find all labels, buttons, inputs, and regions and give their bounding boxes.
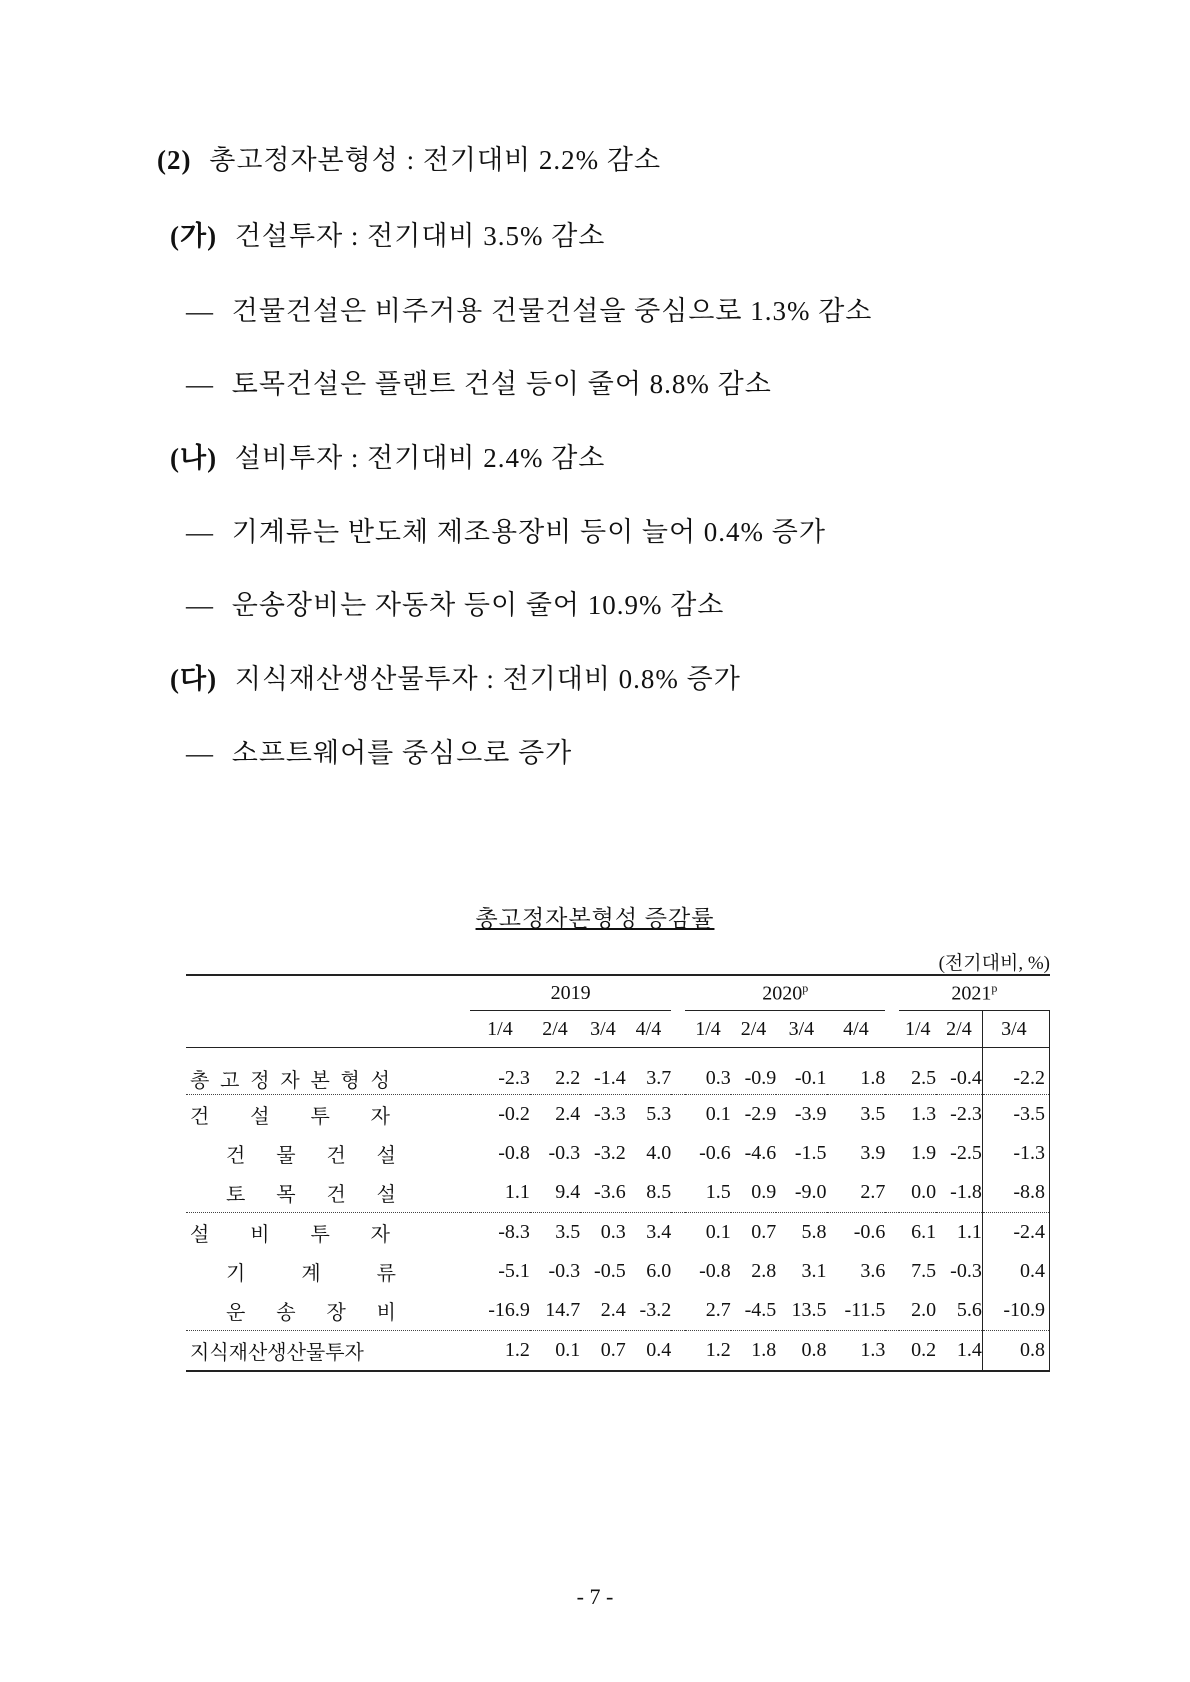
- bullet-civil: [186, 362, 772, 401]
- value-cell: 6.0: [646, 1260, 672, 1282]
- value-cell: -10.9: [982, 1291, 1049, 1331]
- bullet-text: 기계류는 반도체 제조용장비 등이 늘어 0.4% 증가: [231, 517, 826, 547]
- value-cell: 0.1: [705, 1103, 731, 1125]
- row-label-text: 기 계 류: [226, 1263, 396, 1285]
- value-cell: -5.1: [498, 1260, 530, 1282]
- table-row: [186, 1331, 1050, 1372]
- row-label: [186, 1095, 470, 1135]
- value-cell: 3.1: [801, 1260, 827, 1282]
- table-row: [186, 1095, 1050, 1135]
- row-label: [186, 1173, 470, 1213]
- value-cell: -8.3: [498, 1221, 530, 1243]
- dash-marker: —: [186, 738, 214, 768]
- value-cell: 3.7: [626, 1048, 672, 1095]
- value-cell: 2.8: [751, 1260, 777, 1282]
- bullet-text: 건물건설은 비주거용 건물건설을 중심으로 1.3% 감소: [231, 296, 873, 326]
- quarter-header: 4/4: [626, 1011, 672, 1048]
- value-cell: 1.4: [956, 1339, 982, 1361]
- header-empty: [186, 975, 470, 1011]
- quarter-header: 3/4: [580, 1011, 626, 1048]
- dash-marker: —: [186, 296, 214, 326]
- quarter-header: 2/4: [731, 1011, 777, 1048]
- dash-marker: —: [186, 517, 214, 547]
- value-cell: -2.3: [470, 1048, 530, 1095]
- quarter-header: 1/4: [899, 1011, 936, 1048]
- row-label-text: 운 송 장 비: [226, 1302, 396, 1324]
- value-cell: 0.9: [731, 1173, 777, 1213]
- quarter-header-highlight: 3/4: [982, 1011, 1049, 1048]
- quarter-header: 1/4: [470, 1011, 530, 1048]
- section-heading: [157, 138, 661, 177]
- value-cell: 0.0: [899, 1173, 936, 1213]
- value-cell: 13.5: [776, 1291, 826, 1331]
- value-cell: -1.3: [982, 1134, 1049, 1173]
- value-cell: 1.5: [685, 1173, 731, 1213]
- value-cell: 1.2: [705, 1339, 731, 1361]
- value-cell: 1.1: [470, 1173, 530, 1213]
- item-title: 건설투자: [234, 221, 344, 251]
- value-cell: 0.1: [555, 1339, 581, 1361]
- value-cell: -0.5: [594, 1260, 626, 1282]
- value-cell: 3.5: [860, 1103, 886, 1125]
- table-row: [186, 1291, 1050, 1331]
- dash-marker: —: [186, 369, 214, 399]
- bullet-software: [186, 731, 572, 770]
- value-cell: 1.3: [911, 1103, 937, 1125]
- row-label: [186, 1048, 470, 1095]
- row-label-text: 건 물 건 설: [226, 1145, 396, 1167]
- value-cell: -2.9: [744, 1103, 777, 1125]
- value-cell: 3.4: [646, 1221, 672, 1243]
- item-title: 설비투자: [234, 443, 344, 473]
- value-cell: 0.2: [911, 1339, 937, 1361]
- value-cell: -0.4: [936, 1048, 982, 1095]
- value-cell: -0.3: [950, 1260, 982, 1282]
- value-cell: 0.3: [600, 1221, 626, 1243]
- value-cell: -0.6: [699, 1142, 731, 1164]
- table-row: [186, 1213, 1050, 1253]
- bullet-text: 소프트웨어를 중심으로 증가: [231, 738, 573, 768]
- value-cell: -2.3: [950, 1103, 982, 1125]
- item-text: : 전기대비 3.5% 감소: [350, 221, 606, 251]
- value-cell: 2.4: [555, 1103, 581, 1125]
- table-row: [186, 1134, 1050, 1173]
- value-cell: -11.5: [827, 1291, 886, 1331]
- value-cell: -1.5: [794, 1142, 827, 1164]
- value-cell: 0.7: [751, 1221, 777, 1243]
- value-cell: -2.4: [982, 1213, 1049, 1253]
- item-facilities: [170, 436, 605, 475]
- value-cell: -3.2: [626, 1291, 672, 1331]
- value-cell: -2.2: [982, 1048, 1049, 1095]
- table-body: [186, 1048, 1050, 1372]
- value-cell: 1.3: [860, 1339, 886, 1361]
- row-label-text: 설 비 투 자: [190, 1224, 390, 1246]
- value-cell: -0.8: [498, 1142, 530, 1164]
- value-cell: -0.1: [776, 1048, 826, 1095]
- value-cell: 5.8: [801, 1221, 827, 1243]
- value-cell: -3.6: [580, 1173, 626, 1213]
- value-cell: -0.2: [498, 1103, 530, 1125]
- row-label-text: 총 고 정 자 본 형 성: [190, 1069, 390, 1092]
- value-cell: -3.9: [794, 1103, 827, 1125]
- bullet-text: 토목건설은 플랜트 건설 등이 줄어 8.8% 감소: [231, 369, 772, 399]
- row-label: [186, 1291, 470, 1331]
- item-marker: (가): [170, 221, 218, 251]
- value-cell: 14.7: [530, 1291, 580, 1331]
- year-2019: 2019: [470, 975, 671, 1011]
- value-cell: 0.7: [600, 1339, 626, 1361]
- value-cell: -4.5: [731, 1291, 777, 1331]
- item-ip: [170, 657, 741, 696]
- bullet-machinery: [186, 510, 826, 549]
- bullet-transport: [186, 583, 724, 622]
- table-row: [186, 1173, 1050, 1213]
- value-cell: -0.3: [548, 1260, 581, 1282]
- table-row: [186, 1252, 1050, 1291]
- year-2021: 2021$^p$: [899, 975, 1049, 1011]
- quarter-header: 2/4: [530, 1011, 580, 1048]
- year-2020: 2020$^p$: [685, 975, 885, 1011]
- row-label: [186, 1252, 470, 1291]
- quarter-header: 1/4: [685, 1011, 731, 1048]
- item-title: 지식재산생산물투자: [234, 664, 479, 694]
- bullet-text: 운송장비는 자동차 등이 줄어 10.9% 감소: [231, 590, 725, 620]
- value-cell: 2.5: [899, 1048, 936, 1095]
- value-cell: 3.5: [555, 1221, 581, 1243]
- page-number: - 7 -: [576, 1584, 614, 1609]
- item-marker: (나): [170, 443, 218, 473]
- quarter-header-row: [186, 1011, 1050, 1048]
- value-cell: -1.8: [936, 1173, 982, 1213]
- value-cell: 2.0: [899, 1291, 936, 1331]
- year-header-row: [186, 975, 1050, 1011]
- bullet-building: [186, 289, 872, 328]
- growth-table: [186, 974, 1050, 1372]
- quarter-header: 2/4: [936, 1011, 982, 1048]
- value-cell: 3.6: [860, 1260, 886, 1282]
- item-text: : 전기대비 2.4% 감소: [350, 443, 606, 473]
- value-cell: -0.8: [699, 1260, 731, 1282]
- value-cell: 1.2: [504, 1339, 530, 1361]
- item-construction: [170, 214, 605, 253]
- value-cell: 3.9: [860, 1142, 886, 1164]
- value-cell: -4.6: [744, 1142, 777, 1164]
- value-cell: -0.9: [731, 1048, 777, 1095]
- value-cell: 2.2: [530, 1048, 580, 1095]
- value-cell: -0.6: [853, 1221, 886, 1243]
- value-cell: 5.3: [646, 1103, 672, 1125]
- value-cell: -3.3: [594, 1103, 626, 1125]
- value-cell: 0.3: [685, 1048, 731, 1095]
- value-cell: 1.9: [911, 1142, 937, 1164]
- row-label: 지식재산생산물투자: [190, 1342, 364, 1364]
- quarter-header: 4/4: [827, 1011, 886, 1048]
- value-cell: -3.5: [982, 1095, 1049, 1135]
- value-cell: 1.8: [827, 1048, 886, 1095]
- section-title: 총고정자본형성: [209, 145, 399, 175]
- value-cell: -9.0: [776, 1173, 826, 1213]
- value-cell: 2.4: [580, 1291, 626, 1331]
- value-cell: 2.7: [685, 1291, 731, 1331]
- row-label-text: 건 설 투 자: [190, 1106, 390, 1128]
- value-cell: -3.2: [594, 1142, 626, 1164]
- value-cell: 2.7: [827, 1173, 886, 1213]
- value-cell: 0.4: [646, 1339, 672, 1361]
- value-cell: -0.3: [548, 1142, 581, 1164]
- value-cell: 0.4: [982, 1252, 1049, 1291]
- section-text: : 전기대비 2.2% 감소: [406, 145, 662, 175]
- value-cell: 0.8: [982, 1331, 1049, 1372]
- value-cell: 5.6: [936, 1291, 982, 1331]
- row-label: [186, 1134, 470, 1173]
- value-cell: 7.5: [911, 1260, 937, 1282]
- item-marker: (다): [170, 664, 218, 694]
- value-cell: -2.5: [950, 1142, 982, 1164]
- value-cell: 1.1: [956, 1221, 982, 1243]
- table-row: [186, 1048, 1050, 1095]
- dash-marker: —: [186, 590, 214, 620]
- table-title: 총고정자본형성 증감률: [475, 906, 715, 931]
- row-label-text: 토 목 건 설: [226, 1184, 396, 1206]
- value-cell: 0.8: [801, 1339, 827, 1361]
- row-label: [186, 1213, 470, 1253]
- table-unit: (전기대비, %): [938, 953, 1050, 974]
- value-cell: 1.8: [751, 1339, 777, 1361]
- value-cell: 0.1: [705, 1221, 731, 1243]
- section-marker: (2): [157, 145, 192, 175]
- value-cell: -8.8: [982, 1173, 1049, 1213]
- item-text: : 전기대비 0.8% 증가: [486, 664, 741, 694]
- value-cell: 8.5: [626, 1173, 672, 1213]
- value-cell: -1.4: [580, 1048, 626, 1095]
- value-cell: 4.0: [646, 1142, 672, 1164]
- quarter-header: 3/4: [776, 1011, 826, 1048]
- value-cell: -16.9: [470, 1291, 530, 1331]
- value-cell: 6.1: [911, 1221, 937, 1243]
- value-cell: 9.4: [530, 1173, 580, 1213]
